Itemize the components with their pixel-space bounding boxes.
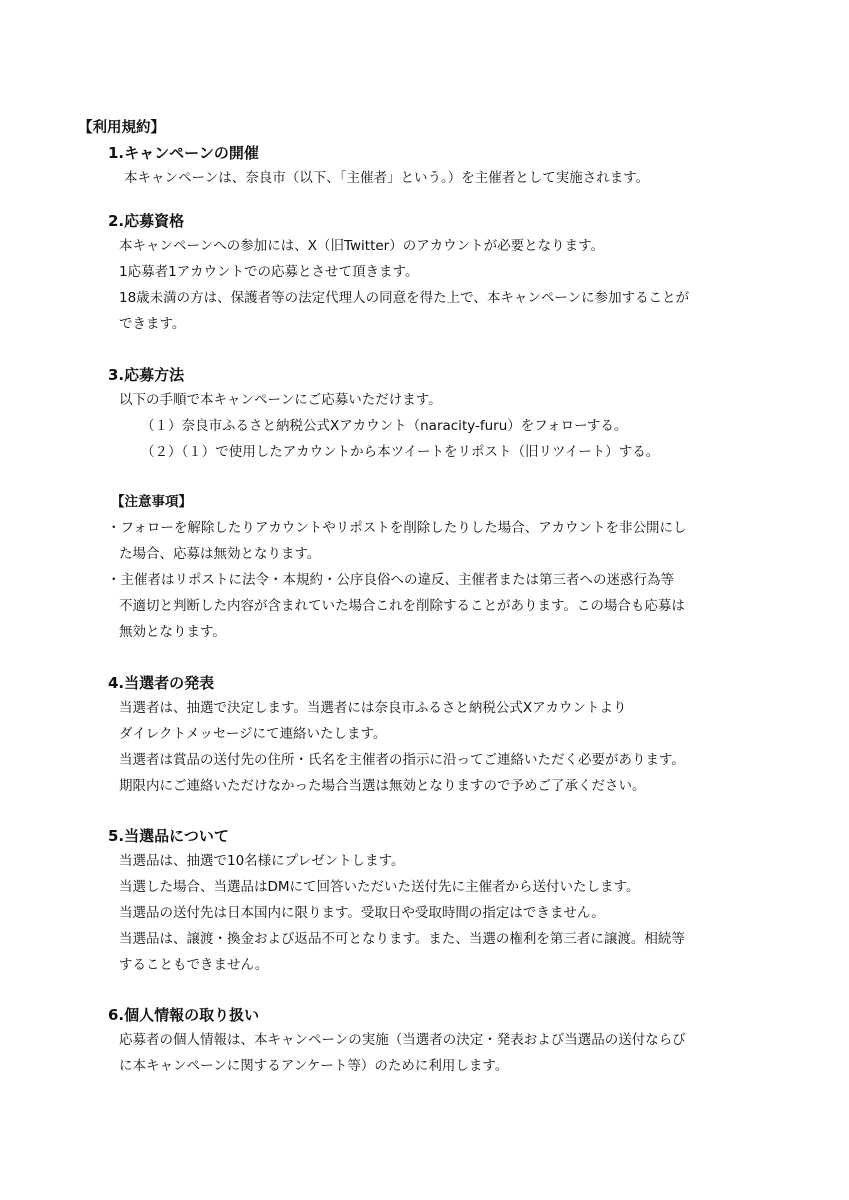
section-1-line-1: 本キャンペーンは、奈良市（以下、「主催者」という。）を主催者として実施されます。 xyxy=(124,170,650,186)
section-4-line-3: 当選者は賞品の送付先の住所・氏名を主催者の指示に沿ってご連絡いただく必要があります。 xyxy=(119,752,685,768)
notice-heading: 【注意事項】 xyxy=(111,494,192,510)
section-4-line-1: 当選者は、抽選で決定します。当選者には奈良市ふるさと納税公式Xアカウントより xyxy=(119,700,627,716)
section-2-line-4: できます。 xyxy=(119,316,186,332)
section-2-heading: 2.応募資格 xyxy=(108,212,185,230)
section-5-line-5: することもできません。 xyxy=(119,957,269,973)
notice-line-1: ・フォローを解除したりアカウントやリポストを削除したりした場合、アカウントを非公開にし xyxy=(107,520,687,536)
section-2-line-1: 本キャンペーンへの参加には、X（旧Twitter）のアカウントが必要となります。 xyxy=(119,238,605,254)
section-5-line-4: 当選品は、譲渡・換金および返品不可となります。また、当選の権利を第三者に譲渡。相続等 xyxy=(119,931,685,947)
section-4-heading: 4.当選者の発表 xyxy=(108,674,215,692)
section-6-heading: 6.個人情報の取り扱い xyxy=(108,1006,260,1024)
section-3-step-1: （１）奈良市ふるさと納税公式Xアカウント（naracity-furu）をフォローする。 xyxy=(141,418,628,434)
notice-line-4: 不適切と判断した内容が含まれていた場合これを削除することがあります。この場合も応募は xyxy=(119,598,685,614)
notice-line-3: ・主催者はリポストに法令・本規約・公序良俗への違反、主催者または第三者への迷惑行為等 xyxy=(107,572,674,588)
section-3-step-2: （２）（１）で使用したアカウントから本ツイートをリポスト（旧リツイート）する。 xyxy=(141,444,660,460)
section-6-line-2: に本キャンペーンに関するアンケート等）のために利用します。 xyxy=(119,1058,509,1074)
section-5-heading: 5.当選品について xyxy=(108,827,229,845)
notice-line-2: た場合、応募は無効となります。 xyxy=(119,546,321,562)
section-2-line-3: 18歳未満の方は、保護者等の法定代理人の同意を得た上で、本キャンペーンに参加することが xyxy=(119,290,690,306)
section-1-heading: 1.キャンペーンの開催 xyxy=(108,144,259,162)
doc-title: 【利用規約】 xyxy=(78,120,165,136)
section-6-line-1: 応募者の個人情報は、本キャンペーンの実施（当選者の決定・発表および当選品の送付ならび xyxy=(119,1032,686,1048)
section-2-line-2: 1応募者1アカウントでの応募とさせて頂きます。 xyxy=(119,264,419,280)
notice-line-5: 無効となります。 xyxy=(119,624,226,640)
section-4-line-4: 期限内にご連絡いただけなかった場合当選は無効となりますので予めご了承ください。 xyxy=(119,778,646,794)
section-4-line-2: ダイレクトメッセージにて連絡いたします。 xyxy=(119,726,387,742)
section-3-line-1: 以下の手順で本キャンペーンにご応募いただけます。 xyxy=(119,392,442,408)
section-3-heading: 3.応募方法 xyxy=(108,366,185,384)
section-5-line-3: 当選品の送付先は日本国内に限ります。受取日や受取時間の指定はできません。 xyxy=(119,905,605,921)
section-5-line-1: 当選品は、抽選で10名様にプレゼントします。 xyxy=(119,853,405,869)
section-5-line-2: 当選した場合、当選品はDMにて回答いただいた送付先に主催者から送付いたします。 xyxy=(119,879,640,895)
